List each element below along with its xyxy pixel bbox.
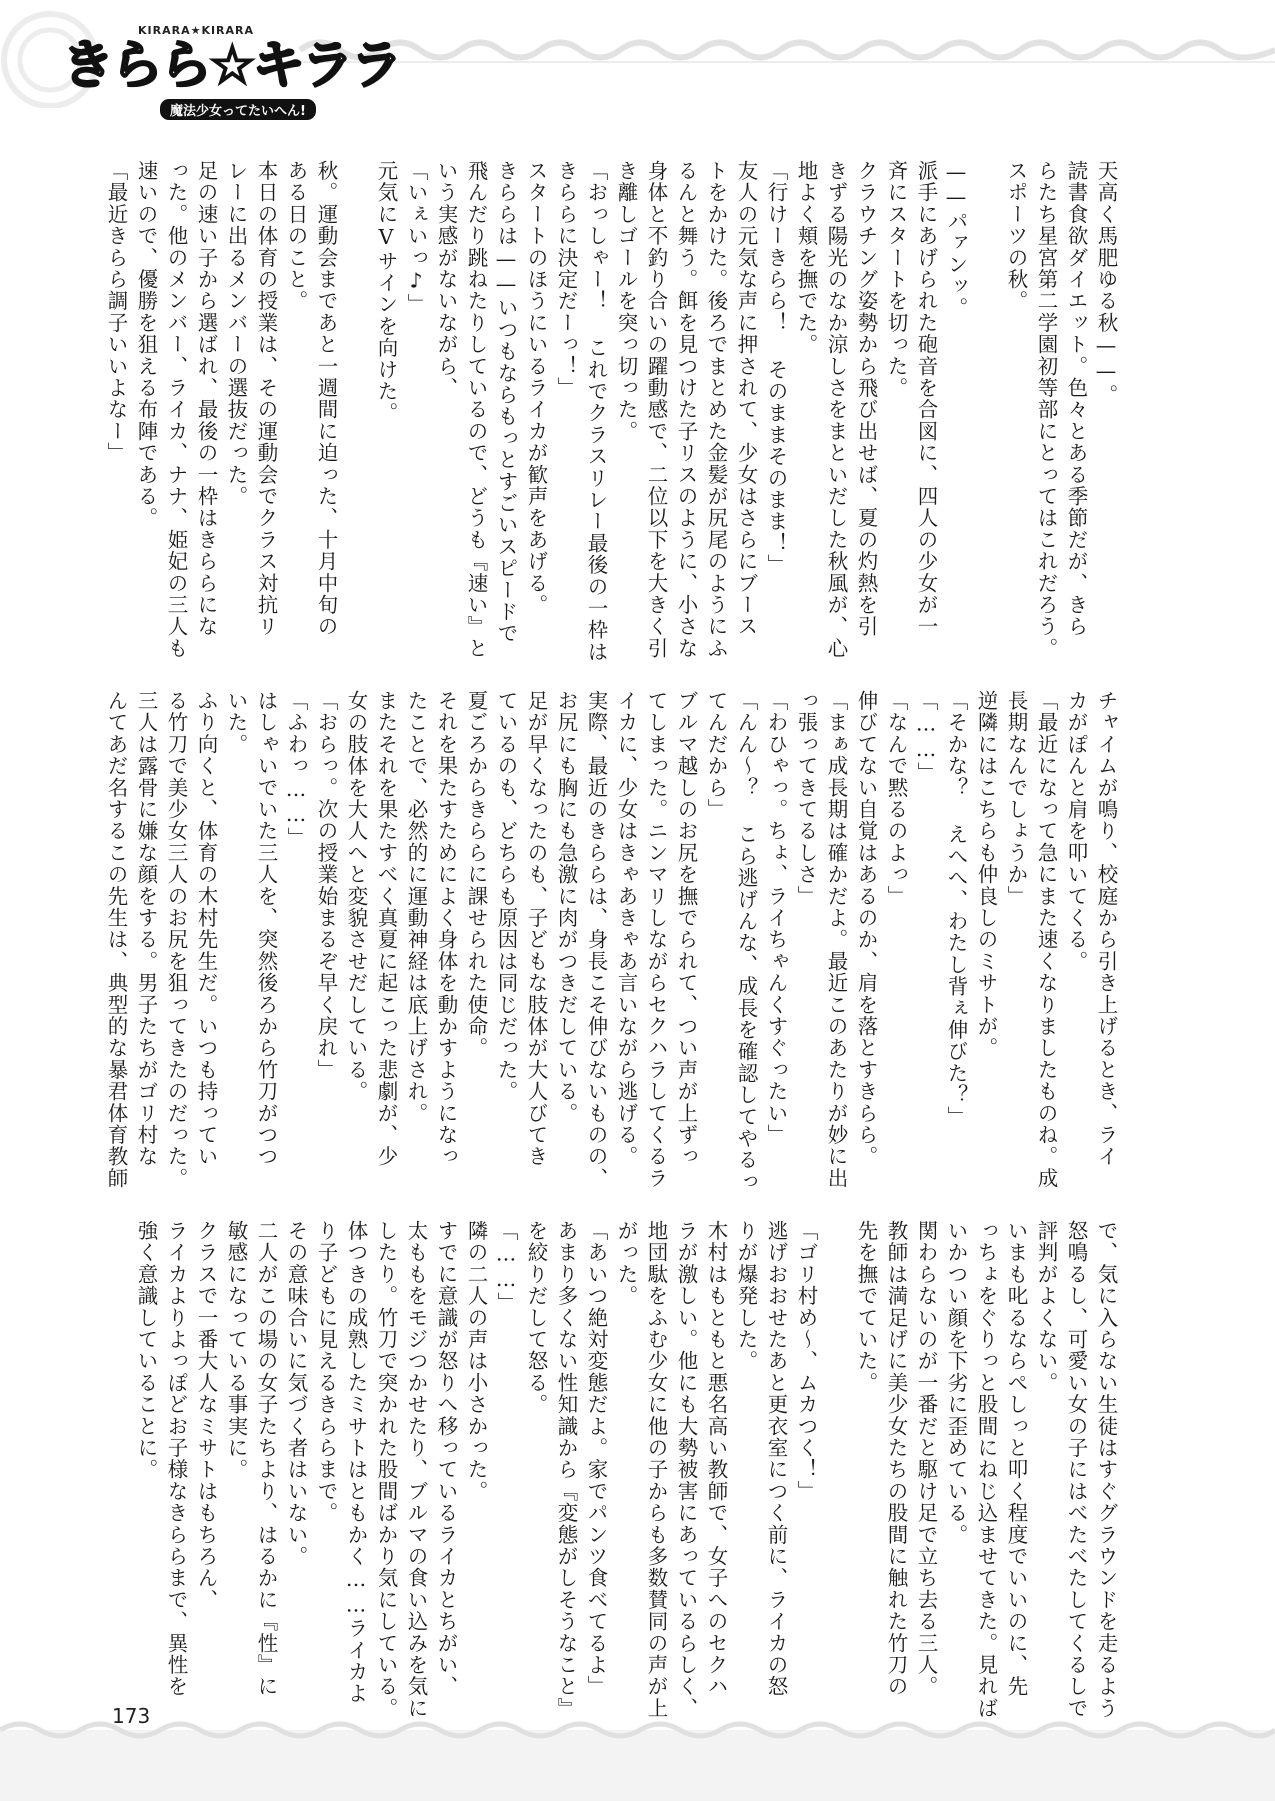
body-text-block-1: 天高く馬肥ゆる秋——。 読書食欲ダイエット。色々とある季節だが、きら らたち星宮第二学園初等部にとってはこれだろう。 スポーツの秋。 ——パァンッ。 派手にあげられた砲音を合図に、四人の少女が一 斉にスタートを切った。 クラウチング姿勢から飛び出せば、夏の灼熱を引 きずる陽光のなか涼しさをまといだした秋風が、心 地よく頬を撫でた。 「行けーきらら！ そのままそのまま！」 友人の元気な声に押されて、少女はさらにブース トをかけた。後ろでまとめた金髪が尻尾のようにふ るんと舞う。餌を見つけた子リスのように、小さな 身体と不釣り合いの躍動感で、二位以下を大きく引 き離しゴールを突っ切った。 「おっしゃー！ これでクラスリレー最後の一枠は きららに決定だーっ！」 スタートのほうにいるライカが歓声をあげる。 きららは——いつもならもっとすごいスピードで 飛んだり跳ねたりしているので、どうも『速い』と いう実感がないながら、 「いぇいっ♪」 元気にVサインを向けた。 秋。運動会まであと一週間に迫った、十月中旬の ある日のこと。 本日の体育の授業は、その運動会でクラス対抗リ レーに出るメンバーの選抜だった。 足の速い子から選ばれ、最後の一枠はきららにな った。他のメンバー、ライカ、ナナ、姫妃の三人も 速いので、優勝を狙える布陣である。 「最近きらら調子いいよなー」 [104, 160, 1118, 663]
decorative-footer-band [0, 1700, 1275, 1801]
body-text-block-2: チャイムが鳴り、校庭から引き上げるとき、ライ カがぽんと肩を叩いてくる。 「最近になって急にまた速くなりましたものね。成 長期なんでしょうか」 逆隣にはこちらも仲良しのミサトが。 「そかな？ えへへ、わたし背ぇ伸びた？」 「……」 「なんで黙るのよっ」 伸びてない自覚はあるのか、肩を落とすきらら。 「まぁ成長期は確かだよ。最近このあたりが妙に出 っ張ってきてるしさ」 「わひゃっ。ちょ、ライちゃんくすぐったい」 「んん～？ こら逃げんな、成長を確認してやるっ てんだから」 ブルマ越しのお尻を撫でられて、つい声が上ずっ てしまった。ニンマリしながらセクハラしてくるラ イカに、少女はきゃあきゃあ言いながら逃げる。 実際、最近のきららは、身長こそ伸びないものの、 お尻にも胸にも急激に肉がつきだしている。 足が早くなったのも、子どもな肢体が大人びてき ているのも、どちらも原因は同じだった。 夏ごろからきららに課せられた使命。 それを果たすためによく身体を動かすようになっ たことで、必然的に運動神経は底上げされ。 またそれを果たすべく真夏に起こった悲劇が、少 女の肢体を大人へと変貌させだしている。 「おらっ。次の授業始まるぞ早く戻れ」 「ふわっ……」 はしゃいでいた三人を、突然後ろから竹刀がつつ いた。 ふり向くと、体育の木村先生だ。いつも持ってい る竹刀で美少女三人のお尻を狙ってきたのだった。 三人は露骨に嫌な顔をする。男子たちがゴリ村な んてあだ名するこの先生は、典型的な暴君体育教師 [104, 690, 1118, 1193]
logo-title: きらら☆キララ [62, 36, 400, 96]
logo-subtitle: 魔法少女ってたいへん! [160, 99, 316, 120]
page-number: 173 [112, 1704, 151, 1728]
body-text-block-3: で、気に入らない生徒はすぐグラウンドを走るよう 怒鳴るし、可愛い女の子にはべたべたしてくるしで 評判がよくない。 いまも叱るならぺしっと叩く程度でいいのに、先 っちょをぐりっと股間にねじ込ませてきた。見れば いかつい顔を下劣に歪めている。 関わらないのが一番だと駆け足で立ち去る三人。 教師は満足げに美少女たちの股間に触れた竹刀の 先を撫でていた。 「ゴリ村め～、ムカつく！」 逃げおおせたあと更衣室につく前に、ライカの怒 りが爆発した。 木村はもともと悪名高い教師で、女子へのセクハ ラが激しい。他にも大勢被害にあっているらしく、 地団駄をふむ少女に他の子からも多数賛同の声が上 がった。 「あいつ絶対変態だよ。家でパンツ食べてるよ」 あまり多くない性知識から『変態がしそうなこと』 を絞りだして怒る。 「……」 隣の二人の声は小さかった。 すでに意識が怒りへ移っているライカとちがい、 太ももをモジつかせたり、ブルマの食い込みを気に したり。竹刀で突かれた股間ばかり気にしている。 体つきの成熟したミサトはともかく……ライカよ り子どもに見えるきららまで。 その意味合いに気づく者はいない。 二人がこの場の女子たちより、はるかに『性』に 敏感になっている事実に。 クラスで一番大人なミサトはもちろん、 ライカよりよっぽどお子様なきららまで、異性を 強く意識していることに。 [134, 1220, 1118, 1720]
logo-small-text: KIRARA★KIRARA [138, 24, 255, 37]
